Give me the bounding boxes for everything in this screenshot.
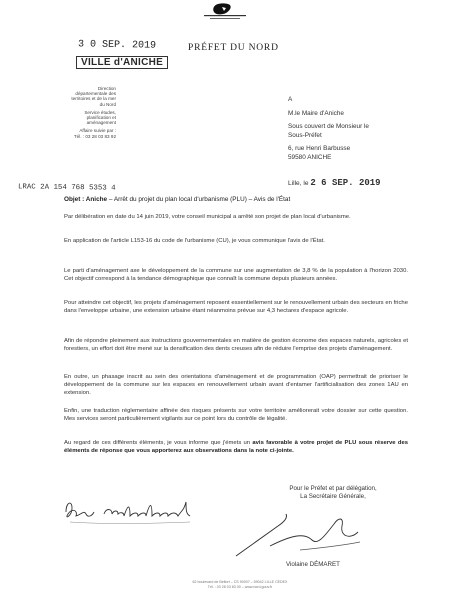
signature-title: La Secrétaire Générale,	[300, 493, 366, 500]
sender-service-block	[44, 86, 116, 142]
paragraph-deliberation: Par délibération en date du 14 juin 2019, votre conseil municipal a arrêté son projet de plan local d'urbanisme.	[64, 214, 351, 220]
recipient-a: A	[288, 96, 293, 103]
handwritten-note-icon	[60, 494, 210, 528]
subject-text: – Arrêt du projet du plan local d'urbanisme (PLU) – Avis de l'État	[108, 196, 291, 203]
handwritten-signature-icon	[230, 506, 390, 562]
recipient-line: 6, rue Henri Barbusse	[288, 145, 351, 153]
recipient-line: 59580 ANICHE	[288, 153, 332, 161]
republique-francaise-logo-icon	[196, 3, 254, 21]
signatory-name: Violaine DÉMARET	[286, 561, 340, 568]
recipient-line: Sous-Préfet	[288, 131, 322, 139]
conclusion-text: Au regard de ces différents éléments, je vous informe que j'émets un	[64, 440, 251, 446]
footer-address: 62 boulevard de Belfort – CS 90007 – 59042 LILLE CEDEX	[192, 580, 288, 584]
letter-subject	[64, 196, 404, 203]
paragraph-objectif: Pour atteindre cet objectif, les projets d'aménagement reposent essentiellement sur le renouvellement urbain des secteurs en friche dans l'enveloppe urbaine, une extension urbaine étant néanmoins prévue sur 4,3 hectares d'espace agricole.	[64, 300, 408, 314]
sidebar-line: territoires et de la mer	[71, 96, 116, 102]
sidebar-line: Service études,	[84, 109, 116, 115]
sidebar-line: du Nord	[99, 101, 116, 107]
paragraph-conclusion	[64, 440, 408, 456]
sidebar-line: Direction	[97, 86, 116, 91]
received-date-stamp: 3 0 SEP. 2019	[77, 39, 157, 52]
conclusion-bold: avis favorable à votre projet de PLU sous réserve des éléments de réponse que vous apporterez aux observations dans la note ci-jointe.	[64, 440, 409, 454]
signature-block	[258, 485, 408, 501]
footer-contact: Tél. : 03 28 03 83 00 – www.nord.gouv.fr	[207, 585, 273, 589]
paragraph-application: En application de l'article L153-16 du code de l'urbanisme (CU), je vous communique l'avis de l'État.	[64, 238, 325, 244]
signature-delegation: Pour le Préfet et par délégation,	[289, 485, 377, 492]
sidebar-line: planification et	[86, 115, 116, 121]
subject-label: Objet : Aniche	[64, 196, 108, 203]
recipient-line: Sous couvert de Monsieur le	[288, 123, 369, 131]
page-footer	[140, 580, 340, 590]
sidebar-line: départementale des	[75, 91, 116, 97]
sidebar-line: Tél. : 03 28 03 83 92	[73, 133, 116, 139]
date-stamp: 2 6 SEP. 2019	[310, 178, 381, 188]
sidebar-line: Affaire suivie par :	[79, 128, 116, 134]
date-place: Lille, le	[288, 180, 309, 187]
recipient-address	[288, 96, 369, 163]
prefet-heading: PRÉFET DU NORD	[188, 43, 279, 53]
paragraph-parti-amenagement: Le parti d'aménagement axe le développement de la commune sur une augmentation de 3,8 % de la population à l'horizon 2030. Cet objectif correspond à la tendance démographique que connaît la commune depuis plusieurs années.	[64, 268, 408, 282]
date-line	[288, 178, 381, 188]
recipient-line: M.le Maire d'Aniche	[288, 109, 344, 117]
paragraph-gestion-econome: Afin de répondre pleinement aux instructions gouvernementales en matière de gestion économe des espaces naturels, agricoles et forestiers, un effort doit être mené sur la densification des dents creuses afin de réduire l'emprise des projets d'aménagement.	[64, 338, 408, 352]
town-stamp: VILLE d'ANICHE	[76, 56, 168, 69]
paragraph-risques: Enfin, une traduction réglementaire affinée des risques présents sur votre territoire améliorerait votre dossier sur cette question. Mes services seront particulièrement vigilants sur ce point lors du contrôle de légalité.	[64, 408, 408, 422]
paragraph-phasage: En outre, un phasage inscrit au sein des orientations d'aménagement et de programmation (OAP) permettrait de prioriser le développement de la commune sur les espaces en renouvellement urbain avant d'entamer l'artificialisation des zones 1AU en extension.	[64, 374, 408, 396]
registered-letter-reference: LRAC 2A 154 768 5353 4	[17, 183, 116, 193]
sidebar-line: aménagement	[86, 120, 116, 126]
